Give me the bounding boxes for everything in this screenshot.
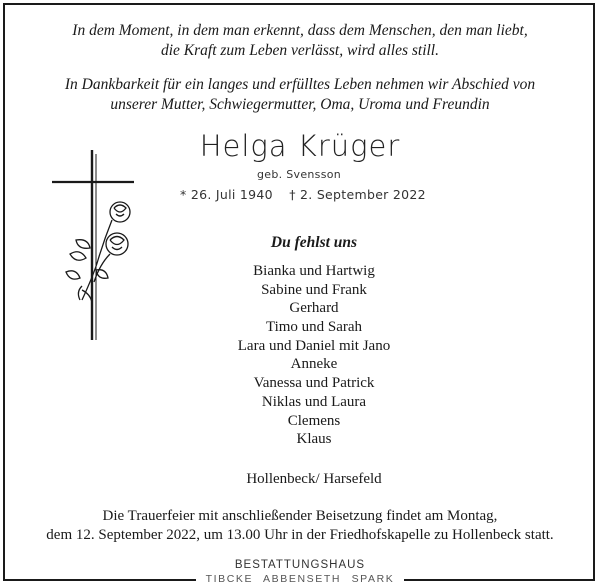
funeral-home-logo (196, 557, 404, 587)
deceased-name: Helga Krüger (199, 129, 401, 163)
mourners-place: Hollenbeck/ Harsefeld (246, 471, 382, 487)
list-item: Klaus (296, 431, 332, 448)
death-date: † 2. September 2022 (289, 187, 426, 202)
list-item: Sabine und Frank (261, 281, 367, 298)
intro-line: In dem Moment, in dem man erkennt, dass dem Menschen, den man liebt, (72, 22, 528, 39)
farewell-line: unserer Mutter, Schwiegermutter, Oma, Uroma und Freundin (110, 96, 490, 113)
mourners-list (0, 262, 600, 449)
list-item: Vanessa und Patrick (253, 375, 375, 392)
farewell-text (0, 75, 600, 115)
list-item: Gerhard (289, 300, 339, 317)
list-item: Bianka und Hartwig (253, 263, 375, 279)
logo-title: BESTATTUNGSHAUS (234, 559, 366, 571)
intro-line: die Kraft zum Leben verlässt, wird alles still. (160, 42, 439, 59)
ceremony-notice (0, 507, 600, 545)
mourners-heading: Du fehlst uns (270, 234, 358, 251)
life-dates (180, 187, 426, 202)
intro-quote (0, 21, 600, 61)
birth-date: * 26. Juli 1940 (180, 187, 273, 202)
ceremony-line: Die Trauerfeier mit anschließender Beisetzung findet am Montag, (102, 508, 498, 524)
list-item: Anneke (290, 356, 338, 373)
list-item: Lara und Daniel mit Jano (237, 337, 391, 354)
list-item: Timo und Sarah (265, 319, 363, 336)
farewell-line: In Dankbarkeit für ein langes und erfülltes Leben nehmen wir Abschied von (64, 76, 536, 93)
list-item: Niklas und Laura (261, 393, 367, 410)
ceremony-line: dem 12. September 2022, um 13.00 Uhr in der Friedhofskapelle zu Hollenbeck statt. (46, 527, 554, 543)
maiden-name: geb. Svensson (257, 168, 342, 181)
list-item: Clemens (287, 412, 341, 429)
logo-names: TIBCKE ABBENSETH SPARK (205, 573, 395, 585)
